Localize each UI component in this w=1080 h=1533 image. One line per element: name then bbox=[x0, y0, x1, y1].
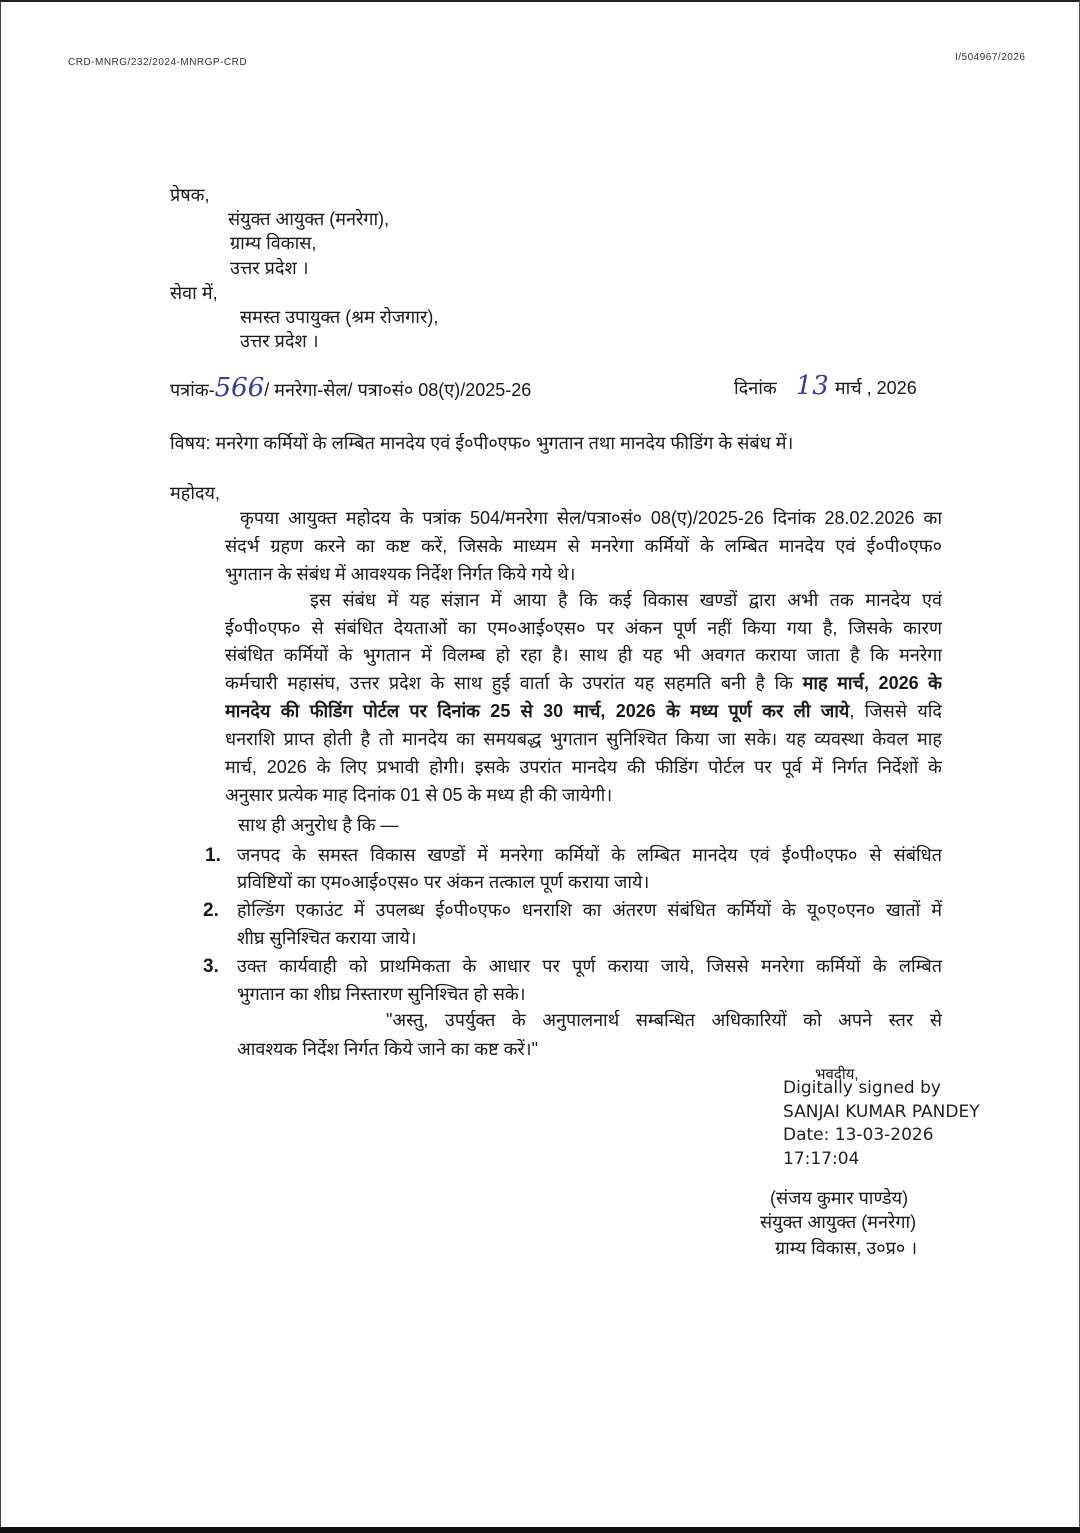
sender-label: प्रेषक, bbox=[170, 185, 210, 205]
signature-date: Date: 13-03-2026 bbox=[783, 1125, 934, 1145]
text-run: कर्मचारी महासंघ, उत्तर प्रदेश के साथ हुई वार्ता के उपरांत यह सहमति बनी है कि bbox=[225, 673, 803, 693]
list-number: 3. bbox=[203, 956, 219, 977]
paragraph-line: कृपया आयुक्त महोदय के पत्रांक 504/मनरेगा सेल/पत्रा०सं० 08(ए)/2025-26 दिनांक 28.02.2026 का bbox=[240, 508, 942, 528]
list-item-line: उक्त कार्यवाही को प्राथमिकता के आधार पर पूर्ण कराया जाये, जिससे मनरेगा कर्मियों के लम्बित bbox=[237, 956, 942, 976]
bold-text-run: माह मार्च, 2026 के bbox=[802, 673, 942, 693]
recipient-label: सेवा में, bbox=[170, 283, 218, 303]
paragraph-line: संबंधित कर्मियों के भुगतान में विलम्ब हो रहा है। साथ ही यह भी अवगत कराया जाता है कि मनरेगा bbox=[225, 645, 942, 665]
list-item-line: शीघ्र सुनिश्चित कराया जाये। bbox=[237, 928, 417, 948]
yours-faithfully: भवदीय, bbox=[815, 1066, 859, 1083]
salutation: महोदय, bbox=[170, 483, 220, 503]
bold-text-run: मानदेय की फीडिंग पोर्टल पर दिनांक 25 से 30 मार्च, 2026 के मध्य पूर्ण कर ली जाये bbox=[225, 701, 850, 721]
paragraph-line bbox=[225, 671, 942, 697]
closing-line: "अस्तु, उपर्युक्त के अनुपालनार्थ सम्बन्धित अधिकारियों को अपने स्तर से bbox=[386, 1010, 942, 1030]
letter-number-suffix: / मनरेगा-सेल/ पत्रा०सं० 08(ए)/2025-26 bbox=[264, 380, 532, 400]
signatory-designation: संयुक्त आयुक्त (मनरेगा) bbox=[760, 1212, 917, 1232]
sender-line: उत्तर प्रदेश । bbox=[230, 258, 309, 278]
subject-line: विषय: मनरेगा कर्मियों के लम्बित मानदेय एवं ई०पी०एफ० भुगतान तथा मानदेय फीडिंग के संबंध में। bbox=[170, 433, 794, 453]
letter-number-label: पत्रांक- bbox=[170, 380, 215, 400]
document-id: I/504967/2026 bbox=[955, 52, 1026, 63]
paragraph-line: भुगतान के संबंध में आवश्यक निर्देश निर्गत किये गये थे। bbox=[225, 564, 576, 584]
paragraph-line: अनुसार प्रत्येक माह दिनांक 01 से 05 के मध्य ही की जायेगी। bbox=[225, 785, 613, 805]
date-label: दिनांक bbox=[734, 378, 777, 398]
handwritten-date: 13 bbox=[795, 371, 829, 401]
signature-line: Digitally signed by bbox=[783, 1078, 941, 1098]
bottom-edge bbox=[0, 1527, 1080, 1533]
signatory-office: ग्राम्य विकास, उ०प्र० । bbox=[775, 1238, 918, 1258]
file-reference: CRD-MNRG/232/2024-MNRGP-CRD bbox=[68, 57, 248, 68]
recipient-line: उत्तर प्रदेश । bbox=[240, 331, 319, 351]
list-item-line: प्रविष्टियों का एम०आई०एस० पर अंकन तत्काल पूर्ण कराया जाये। bbox=[237, 872, 650, 892]
paragraph-line: धनराशि प्राप्त होती है तो मानदेय का समयबद्ध भुगतान सुनिश्चित किया जा सके। यह व्यवस्था केवल माह bbox=[225, 729, 942, 749]
sender-line: ग्राम्य विकास, bbox=[230, 233, 317, 253]
list-item-line: जनपद के समस्त विकास खण्डों में मनरेगा कर्मियों के लम्बित मानदेय एवं ई०पी०एफ० से संबंधित bbox=[237, 845, 942, 865]
signer-name: SANJAI KUMAR PANDEY bbox=[783, 1101, 980, 1122]
handwritten-letter-number: 566 bbox=[214, 373, 265, 403]
closing-line: आवश्यक निर्देश निर्गत किये जाने का कष्ट करें।" bbox=[237, 1039, 538, 1059]
letter-date bbox=[734, 371, 917, 401]
recipient-line: समस्त उपायुक्त (श्रम रोजगार), bbox=[240, 307, 439, 327]
sender-line: संयुक्त आयुक्त (मनरेगा), bbox=[228, 209, 390, 229]
paragraph-line: ई०पी०एफ० से संबंधित देयताओं का एम०आई०एस० पर अंकन पूर्ण नहीं किया गया है, जिसके कारण bbox=[225, 618, 942, 638]
signatory-name: (संजय कुमार पाण्डेय) bbox=[770, 1188, 909, 1208]
paragraph-line: इस संबंध में यह संज्ञान में आया है कि कई विकास खण्डों द्वारा अभी तक मानदेय एवं bbox=[310, 590, 942, 610]
digital-signature bbox=[783, 1077, 980, 1171]
list-number: 2. bbox=[203, 900, 219, 921]
list-number: 1. bbox=[205, 845, 221, 866]
letter-number bbox=[170, 373, 532, 403]
date-month-year: मार्च , 2026 bbox=[834, 378, 917, 398]
paragraph-line: संदर्भ ग्रहण करने का कष्ट करें, जिसके माध्यम से मनरेगा कर्मियों के लम्बित मानदेय एवं ई०पी०एफ० bbox=[225, 536, 942, 556]
list-item-line: भुगतान का शीघ्र निस्तारण सुनिश्चित हो सके। bbox=[237, 984, 526, 1004]
text-run: , जिससे यदि bbox=[849, 701, 942, 721]
paragraph-line bbox=[225, 699, 942, 725]
paragraph-line: मार्च, 2026 के लिए प्रभावी होगी। इसके उपरांत मानदेय की फीडिंग पोर्टल पर पूर्व में निर्गत निर्देशों के bbox=[225, 757, 942, 777]
request-intro: साथ ही अनुरोध है कि — bbox=[238, 815, 399, 835]
signature-time: 17:17:04 bbox=[783, 1148, 860, 1169]
list-item-line: होल्डिंग एकाउंट में उपलब्ध ई०पी०एफ० धनराशि का अंतरण संबंधित कर्मियों के यू०ए०एन० खातों में bbox=[237, 900, 942, 920]
